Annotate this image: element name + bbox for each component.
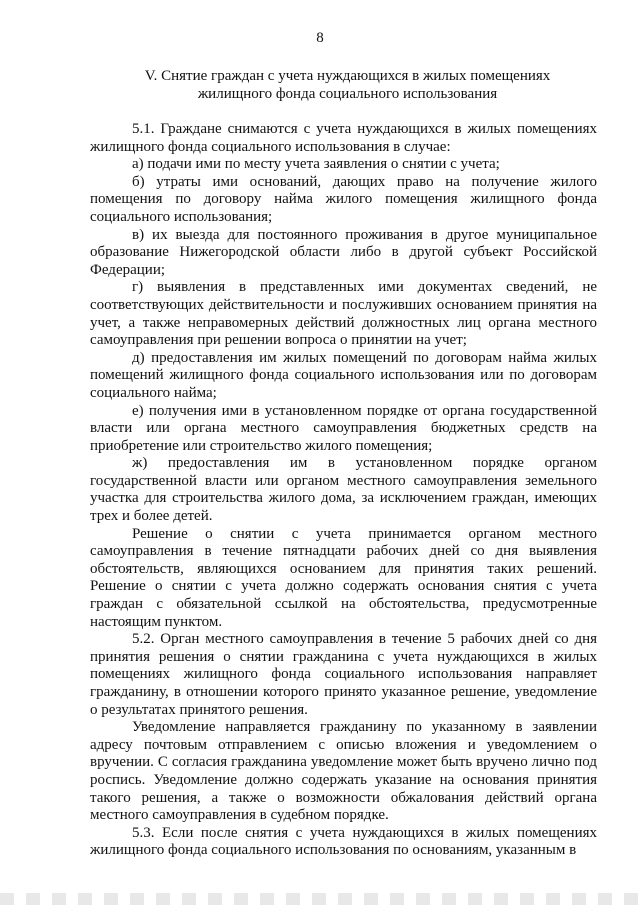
- paragraph-notification: Уведомление направляется гражданину по указанному в заявлении адресу почтовым отправлением с описью вложения и уведомлением о вручении. С согласия гражданина уведомление может быть вручено лично под роспись. Уведомление должно содержать указание на основания принятия такого решения, а также о возможности обжалования действий органа местного самоуправления в судебном порядке.: [90, 719, 597, 824]
- list-item-zh: ж) предоставления им в установленном порядке органом государственной власти или органом местного самоуправления земельного участка для строительства жилого дома, за исключением граждан, имеющих трех и более детей.: [90, 455, 597, 525]
- list-item-e: е) получения ими в установленном порядке от органа государственной власти или органа местного самоуправления бюджетных средств на приобретение или строительство жилого помещения;: [90, 402, 597, 454]
- document-body: [90, 121, 597, 860]
- paragraph-decision: Решение о снятии с учета принимается органом местного самоуправления в течение пятнадцати рабочих дней со дня выявления обстоятельств, являющихся основанием для принятия таких решений. Решение о снятии с учета должно содержать основания снятия с учета граждан с обязательной ссылкой на обстоятельства, предусмотренные настоящим пунктом.: [90, 525, 597, 630]
- list-item-b: б) утраты ими оснований, дающих право на получение жилого помещения по договору найма жилого помещения жилищного фонда социального использования;: [90, 173, 597, 225]
- section-title: [95, 67, 600, 103]
- page-number: 8: [316, 30, 324, 46]
- list-item-g: г) выявления в представленных ими документах сведений, не соответствующих действительности и послуживших основанием принятия на учет, а также неправомерных действий должностных лиц органа местного самоуправления при решении вопроса о принятии на учет;: [90, 279, 597, 349]
- list-item-d: д) предоставления им жилых помещений по договорам найма жилых помещений жилищного фонда социального использования или по договорам социального найма;: [90, 349, 597, 401]
- paragraph-5-1: 5.1. Граждане снимаются с учета нуждающихся в жилых помещениях жилищного фонда социального использования в случае:: [90, 121, 597, 155]
- paragraph-5-3: 5.3. Если после снятия с учета нуждающихся в жилых помещениях жилищного фонда социального использования по основаниям, указанным в: [90, 824, 597, 859]
- section-title-line-1: V. Снятие граждан с учета нуждающихся в жилых помещениях: [144, 68, 551, 84]
- scan-bottom-edge: [0, 893, 640, 905]
- list-item-v: в) их выезда для постоянного проживания в другое муниципальное образование Нижегородской области либо в другой субъект Российской Федерации;: [90, 226, 597, 278]
- list-item-a: а) подачи ими по месту учета заявления о снятии с учета;: [132, 156, 500, 173]
- paragraph-5-2: 5.2. Орган местного самоуправления в течение 5 рабочих дней со дня принятия решения о снятии гражданина с учета нуждающихся в жилых помещениях жилищного фонда социального использования направляет гражданину, в отношении которого принято указанное решение, уведомление о результатах принятого решения.: [90, 631, 597, 718]
- section-title-line-2: жилищного фонда социального использования: [197, 86, 498, 102]
